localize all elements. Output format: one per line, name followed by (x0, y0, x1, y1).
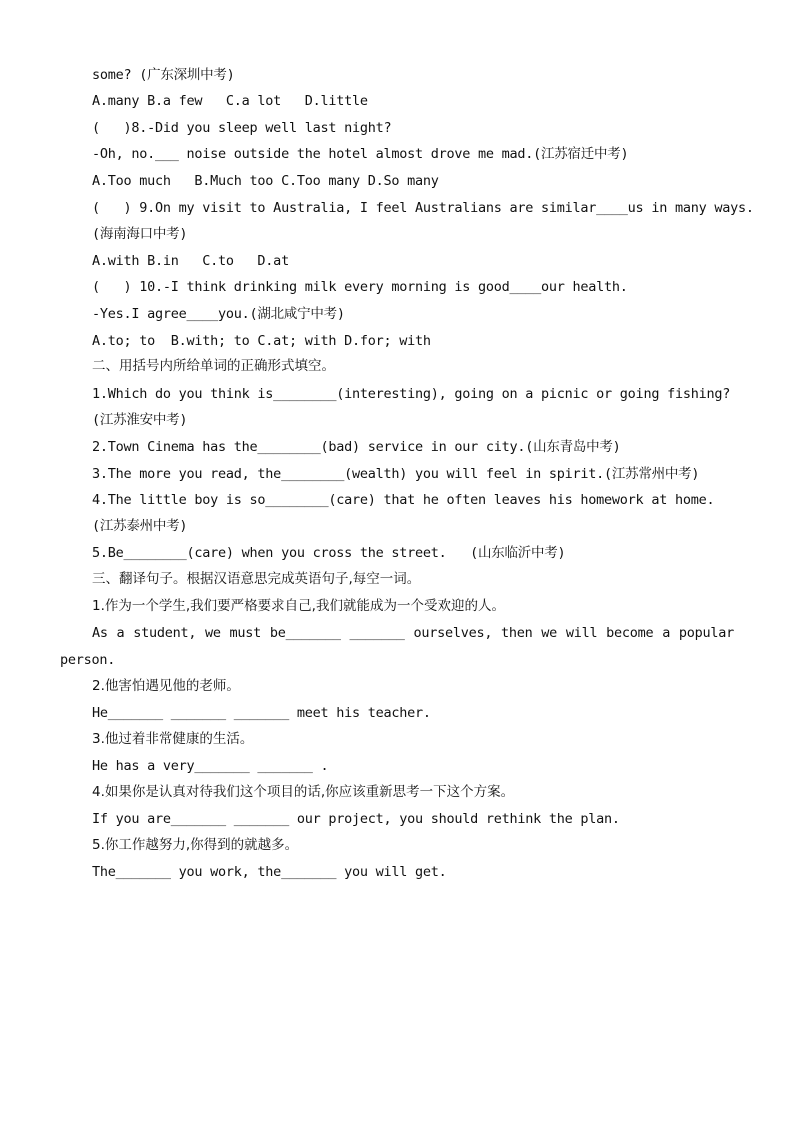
question-9-options: A.with B.in C.to D.at (92, 253, 289, 269)
question-8-stem: ( )8.-Did you sleep well last night? (92, 120, 392, 136)
translate-4-chinese: 4.如果你是认真对待我们这个项目的话,你应该重新思考一下这个方案。 (92, 784, 515, 800)
translate-5-chinese: 5.你工作越努力,你得到的就越多。 (92, 837, 299, 853)
question-9-source: (海南海口中考) (92, 226, 188, 242)
fill-blank-2: 2.Town Cinema has the________(bad) service in our city.(山东青岛中考) (92, 439, 621, 455)
translate-3-english: He has a very_______ _______ . (92, 758, 329, 774)
fill-blank-3: 3.The more you read, the________(wealth) you will feel in spirit.(江苏常州中考) (92, 466, 700, 482)
question-10-reply: -Yes.I agree____you.(湖北咸宁中考) (92, 306, 345, 322)
translate-4-english: If you are_______ _______ our project, you should rethink the plan. (92, 811, 620, 827)
section-3-heading: 三、翻译句子。根据汉语意思完成英语句子,每空一词。 (92, 571, 421, 587)
fill-blank-5: 5.Be________(care) when you cross the street. (山东临沂中考) (92, 545, 566, 561)
translate-1-english: As a student, we must be_______ _______ ourselves, then we will become a popular (92, 625, 734, 641)
translate-5-english: The_______ you work, the_______ you will get. (92, 864, 447, 880)
question-8-options: A.Too much B.Much too C.Too many D.So many (92, 173, 439, 189)
question-8-reply: -Oh, no.___ noise outside the hotel almost drove me mad.(江苏宿迁中考) (92, 146, 629, 162)
fill-blank-4: 4.The little boy is so________(care) that he often leaves his homework at home. (92, 492, 715, 508)
question-7-options: A.many B.a few C.a lot D.little (92, 93, 368, 109)
fill-blank-4-source: (江苏泰州中考) (92, 518, 188, 534)
section-2-heading: 二、用括号内所给单词的正确形式填空。 (92, 358, 335, 374)
question-10-stem: ( ) 10.-I think drinking milk every morning is good____our health. (92, 279, 628, 295)
question-7-tail: some? (广东深圳中考) (92, 67, 235, 83)
translate-2-english: He_______ _______ _______ meet his teacher. (92, 705, 431, 721)
question-9-stem: ( ) 9.On my visit to Australia, I feel Australians are similar____us in many ways. (92, 200, 754, 216)
fill-blank-1: 1.Which do you think is________(interesting), going on a picnic or going fishing? (92, 386, 731, 402)
question-10-options: A.to; to B.with; to C.at; with D.for; with (92, 333, 431, 349)
translate-1-chinese: 1.作为一个学生,我们要严格要求自己,我们就能成为一个受欢迎的人。 (92, 598, 505, 614)
translate-2-chinese: 2.他害怕遇见他的老师。 (92, 678, 240, 694)
translate-1-english-cont: person. (60, 652, 116, 668)
translate-3-chinese: 3.他过着非常健康的生活。 (92, 731, 254, 747)
fill-blank-1-source: (江苏淮安中考) (92, 412, 188, 428)
